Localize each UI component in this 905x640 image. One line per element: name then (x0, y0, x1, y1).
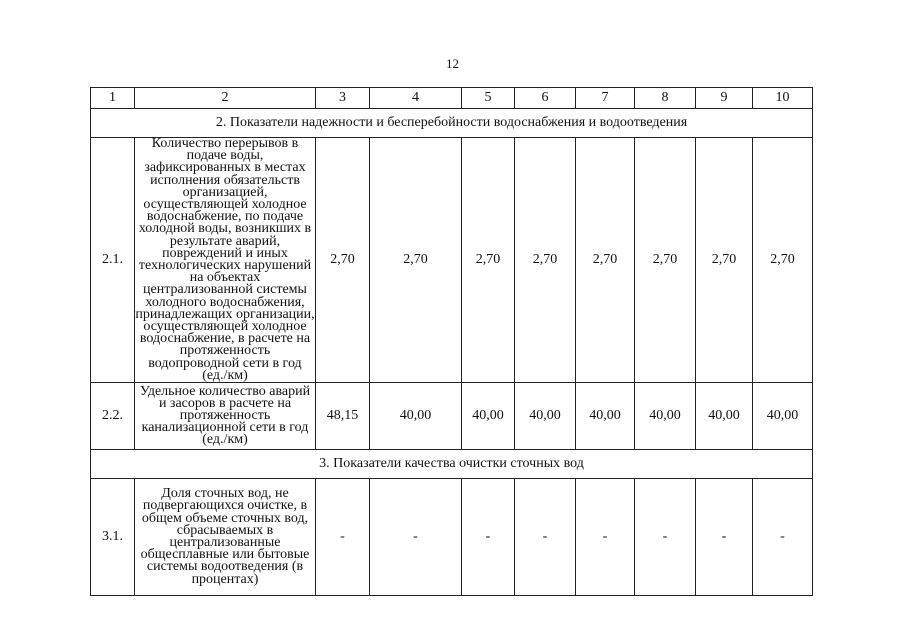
value-cell: - (635, 479, 696, 596)
column-header: 4 (370, 88, 462, 109)
column-header: 8 (635, 88, 696, 109)
value-cell: 2,70 (316, 138, 370, 383)
column-header: 6 (515, 88, 576, 109)
value-cell: 40,00 (515, 383, 576, 450)
page-number: 12 (446, 56, 459, 71)
indicator-description: Количество перерывов в подаче воды, зафиксированных в местах исполнения обязательств организацией, осуществляющей холодное водоснабжение, по подаче холодной воды, возникших в результате аварий, повреждений и иных технологических нарушений на объектах централизованной системы холодного водоснабжения, принадлежащих организации, осуществляющей холодное водоснабжение, в расчете на протяженность водопроводной сети в год (ед./км) (135, 136, 315, 383)
row-number: 2.1. (91, 138, 135, 383)
column-header: 9 (696, 88, 753, 109)
section-2-row (91, 109, 813, 138)
value-cell: - (316, 479, 370, 596)
section-2-title: 2. Показатели надежности и бесперебойности водоснабжения и водоотведения (91, 109, 813, 138)
value-cell: 40,00 (635, 383, 696, 450)
value-cell: 40,00 (462, 383, 515, 450)
value-cell: 40,00 (576, 383, 635, 450)
value-cell: 2,70 (753, 138, 813, 383)
value-cell: 2,70 (576, 138, 635, 383)
value-cell: - (696, 479, 753, 596)
column-header: 1 (91, 88, 135, 109)
value-cell: - (370, 479, 462, 596)
section-3-row (91, 450, 813, 479)
section-3-title: 3. Показатели качества очистки сточных вод (91, 450, 813, 479)
value-cell: 2,70 (515, 138, 576, 383)
indicators-table (90, 87, 813, 596)
table-row-3-1 (91, 479, 813, 596)
indicator-description: Доля сточных вод, не подвергающихся очистке, в общем объеме сточных вод, сбрасываемых в централизованные общесплавные или бытовые системы водоотведения (в процентах) (135, 479, 316, 596)
column-number-row (91, 88, 813, 109)
row-number: 2.2. (91, 383, 135, 450)
value-cell: 40,00 (370, 383, 462, 450)
value-cell: 2,70 (696, 138, 753, 383)
value-cell: 48,15 (316, 383, 370, 450)
column-header: 7 (576, 88, 635, 109)
row-number: 3.1. (91, 479, 135, 596)
value-cell: - (515, 479, 576, 596)
column-header: 3 (316, 88, 370, 109)
column-header: 10 (753, 88, 813, 109)
table-row-2-2 (91, 383, 813, 450)
indicator-description: Удельное количество аварий и засоров в расчете на протяженность канализационной сети в год (ед./км) (135, 383, 316, 450)
column-header: 2 (135, 88, 316, 109)
value-cell: 40,00 (696, 383, 753, 450)
value-cell: - (576, 479, 635, 596)
value-cell: 2,70 (635, 138, 696, 383)
value-cell: - (753, 479, 813, 596)
value-cell: 40,00 (753, 383, 813, 450)
value-cell: - (462, 479, 515, 596)
column-header: 5 (462, 88, 515, 109)
value-cell: 2,70 (370, 138, 462, 383)
table-row-2-1 (91, 138, 813, 383)
value-cell: 2,70 (462, 138, 515, 383)
